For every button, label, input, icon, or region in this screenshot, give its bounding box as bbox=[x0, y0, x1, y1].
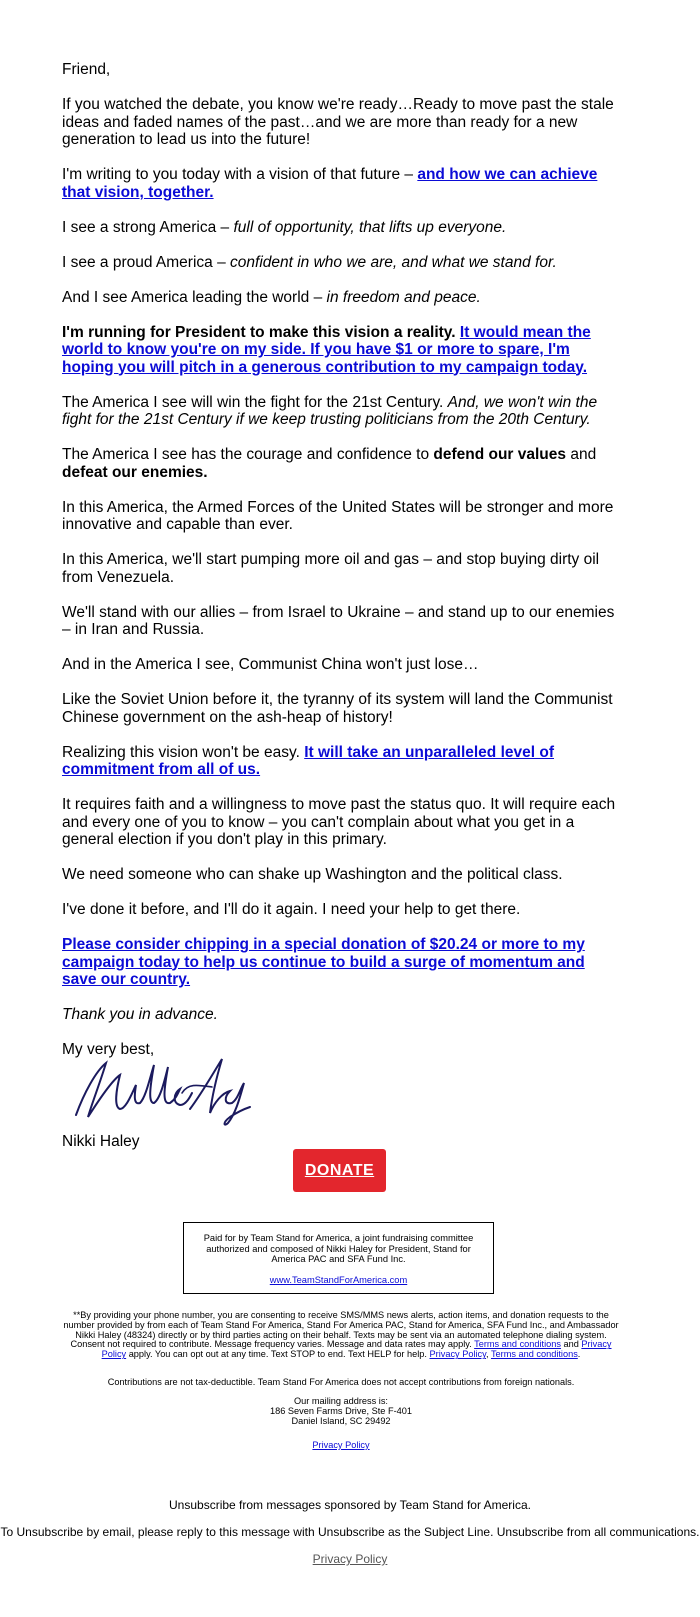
unsubscribe-sponsor: Unsubscribe from messages sponsored by Team Stand for America. bbox=[169, 1498, 531, 1512]
unsubscribe-email: To Unsubscribe by email, please reply to this message with Unsubscribe as the Subject Line. Unsubscribe from all communications. bbox=[0, 1525, 700, 1539]
paragraph-13: Like the Soviet Union before it, the tyranny of its system will land the Communist Chinese government on the ash-heap of history! bbox=[62, 691, 613, 726]
contributions-notice: Contributions are not tax-deductible. Team Stand For America does not accept contributions from foreign nationals. bbox=[107, 1377, 575, 1387]
signer-name: Nikki Haley bbox=[62, 1132, 140, 1150]
donation-link[interactable]: Please consider chipping in a special donation of $20.24 or more to my campaign today to help us continue to build a surge of momentum and save our country. bbox=[62, 936, 585, 988]
privacy-footer-2 bbox=[0, 1552, 700, 1566]
signature-graphic bbox=[62, 1053, 252, 1129]
privacy-footer-1 bbox=[62, 1441, 620, 1451]
paragraph-18 bbox=[62, 936, 620, 989]
paragraph-15: It requires faith and a willingness to move past the status quo. It will require each and every one of you to know – you can't complain about what you get in a general election if you don't play in this primary. bbox=[62, 796, 616, 848]
signature-image bbox=[62, 1053, 620, 1129]
paragraph-2: I'm writing to you today with a vision of that future – and how we can achieve that vision, together. bbox=[62, 166, 598, 201]
vision-link[interactable]: and how we can achieve that vision, together. bbox=[62, 166, 598, 201]
paid-for-text: Paid for by Team Stand for America, a joint fundraising committee authorized and composed of Nikki Haley for President, Stand for America PAC and SFA Fund Inc. bbox=[203, 1233, 474, 1265]
closing: My very best, bbox=[62, 1041, 155, 1058]
paragraph-17: I've done it before, and I'll do it again. I need your help to get there. bbox=[62, 901, 521, 918]
paragraph-3: I see a strong America – full of opportunity, that lifts up everyone. bbox=[62, 218, 507, 236]
paragraph-10: In this America, we'll start pumping more oil and gas – and stop buying dirty oil from Venezuela. bbox=[62, 551, 600, 586]
greeting: Friend, bbox=[62, 61, 111, 78]
letter-body bbox=[62, 61, 620, 1168]
paid-for-box bbox=[183, 1222, 494, 1294]
terms-link-1[interactable]: Terms and conditions bbox=[474, 1339, 561, 1350]
paragraph-4: I see a proud America – confident in who we are, and what we stand for. bbox=[62, 253, 557, 271]
sms-disclaimer: **By providing your phone number, you are consenting to receive SMS/MMS news alerts, action items, and donation requests to the number provided by from each of Team Stand For America, Stand For America PAC, Stand for America, SFA Fund Inc., and Ambassador Nikki Haley (48324) directly or by third parties acting on their behalf. Texts may be sent via an automated telephone dialing system. Consent not required to contribute. Message frequency varies. Message and data rates may apply. Terms and conditions and Privacy Policy apply. You can opt out at any time. Text STOP to end. Text HELP for help. Privacy Policy, Terms and conditions. bbox=[63, 1310, 619, 1360]
paragraph-14: Realizing this vision won't be easy. It will take an unparalleled level of commitment from all of us. bbox=[62, 743, 554, 778]
privacy-link-1[interactable]: Privacy Policy bbox=[101, 1339, 612, 1360]
commitment-link[interactable]: It will take an unparalleled level of commitment from all of us. bbox=[62, 743, 554, 778]
paragraph-19: Thank you in advance. bbox=[62, 1006, 218, 1023]
contribution-link[interactable]: It would mean the world to know you're on my side. If you have $1 or more to spare, I'm hoping you will pitch in a generous contribution to my campaign today. bbox=[62, 323, 591, 376]
paragraph-16: We need someone who can shake up Washington and the political class. bbox=[62, 866, 563, 883]
paragraph-9: In this America, the Armed Forces of the United States will be stronger and more innovative and capable than ever. bbox=[62, 498, 614, 533]
paragraph-11: We'll stand with our allies – from Israel to Ukraine – and stand up to our enemies – in Iran and Russia. bbox=[62, 603, 615, 638]
privacy-link-3[interactable]: Privacy Policy bbox=[312, 1440, 370, 1450]
privacy-link-4[interactable]: Privacy Policy bbox=[312, 1552, 388, 1566]
terms-link-2[interactable]: Terms and conditions bbox=[490, 1349, 578, 1360]
team-site-link[interactable]: www.TeamStandForAmerica.com bbox=[269, 1274, 408, 1285]
paragraph-7: The America I see will win the fight for the 21st Century. And, we won't win the fight for the 21st Century if we keep trusting politicians from the 20th Century. bbox=[62, 393, 598, 428]
paragraph-5: And I see America leading the world – in freedom and peace. bbox=[62, 288, 481, 306]
mailing-address: Our mailing address is: 186 Seven Farms Drive, Ste F-401 Daniel Island, SC 29492 bbox=[270, 1396, 412, 1426]
paragraph-12: And in the America I see, Communist China won't just lose… bbox=[62, 656, 479, 673]
donate-button[interactable]: DONATE bbox=[293, 1149, 386, 1192]
paragraph-6: I'm running for President to make this vision a reality. It would mean the world to know you're on my side. If you have $1 or more to spare, I'm hoping you will pitch in a generous contribution to my campaign today. bbox=[62, 323, 591, 376]
paragraph-1: If you watched the debate, you know we're ready…Ready to move past the stale ideas and faded names of the past…and we are more than ready for a new generation to lead us into the future! bbox=[62, 96, 614, 148]
privacy-link-2[interactable]: Privacy Policy bbox=[429, 1349, 487, 1360]
paragraph-8: The America I see has the courage and confidence to defend our values and defeat our enemies. bbox=[62, 446, 597, 481]
